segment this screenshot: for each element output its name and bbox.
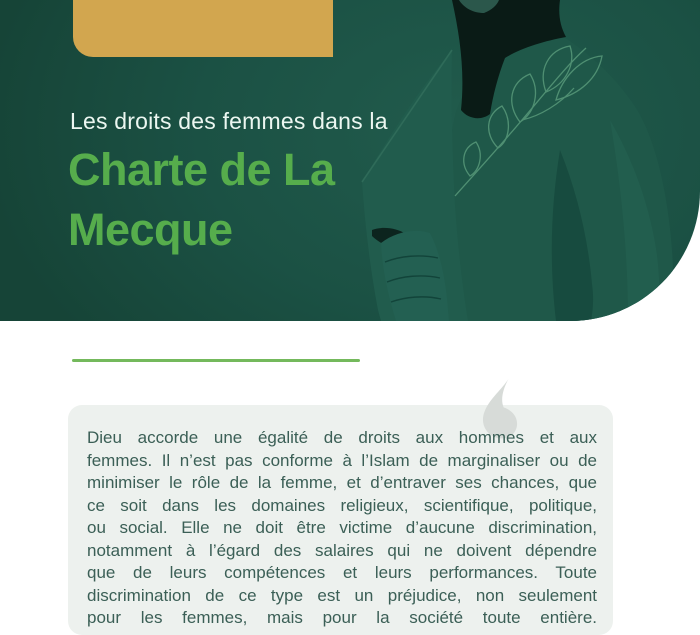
gold-accent-bar: [73, 0, 333, 57]
title-line-1: Charte de La: [68, 144, 335, 195]
title-line-2: Mecque: [68, 204, 233, 255]
body-text-line: femmes. Il n’est pas conforme à l’Islam de marginaliser ou de: [87, 450, 597, 470]
body-text-line: ou social. Elle ne doit être victime d’aucune discrimination,: [87, 518, 597, 537]
body-text-line: minimiser le rôle de la femme, et d’entraver ses chances, que: [87, 473, 597, 492]
hero-text-block: [68, 108, 388, 260]
subtitle: Les droits des femmes dans la: [70, 108, 388, 134]
body-text-line: discrimination de ce type est un préjudice, non seulement: [87, 585, 597, 605]
body-text-line: Dieu accorde une égalité de droits aux hommes et aux: [87, 428, 597, 447]
body-text-line: ce soit dans les domaines religieux, scientifique, politique,: [87, 495, 597, 515]
page-title: [68, 140, 388, 260]
body-text-card: [68, 405, 613, 635]
body-text-line: notamment à l’égard des salaires qui ne doivent dépendre: [87, 540, 597, 560]
divider-line: [72, 359, 360, 362]
body-text-line: que de leurs compétences et leurs performances. Toute: [87, 563, 597, 582]
body-text-line: pour les femmes, mais pour la société toute entière.: [87, 608, 597, 627]
